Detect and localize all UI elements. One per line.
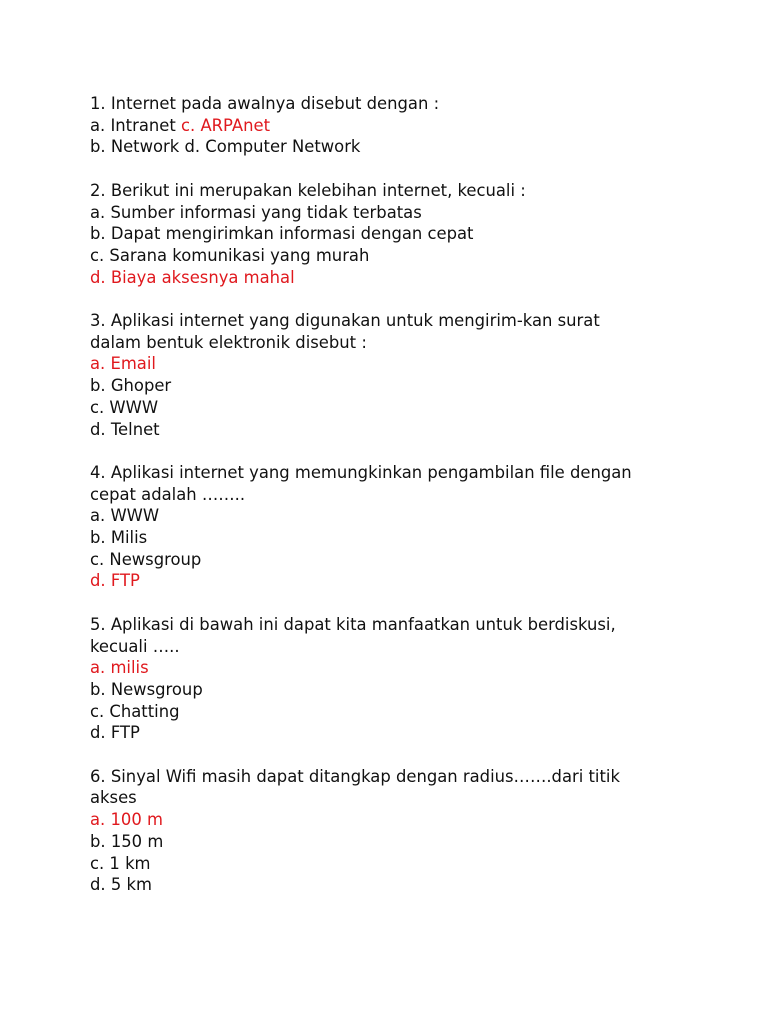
- text-segment: a. Intranet: [90, 115, 182, 135]
- text-segment: d. 5 km: [90, 875, 152, 895]
- correct-answer: d. FTP: [90, 571, 140, 591]
- text-segment: 3. Aplikasi internet yang digunakan untuk mengirim-kan surat: [90, 311, 600, 330]
- answer-line: [90, 245, 632, 267]
- answer-line: [90, 115, 632, 137]
- answer-line: [90, 549, 632, 571]
- answer-line: [90, 419, 632, 441]
- text-segment: 5. Aplikasi di bawah ini dapat kita manfaatkan untuk berdiskusi,: [90, 614, 616, 634]
- answer-line: [90, 332, 632, 354]
- answer-line: [90, 570, 632, 592]
- question-text: [90, 93, 632, 115]
- text-segment: d. FTP: [90, 723, 140, 743]
- question-text: [90, 310, 632, 332]
- answer-line: [90, 527, 632, 549]
- question-4: [90, 462, 632, 592]
- text-segment: b. Newsgroup: [90, 679, 203, 699]
- answer-line: [90, 701, 632, 723]
- answer-line: [90, 636, 632, 658]
- correct-answer: a. Email: [90, 354, 156, 374]
- answer-line: [90, 831, 632, 853]
- text-segment: c. Sarana komunikasi yang murah: [90, 245, 370, 265]
- text-segment: a. Sumber informasi yang tidak terbatas: [90, 202, 422, 222]
- answer-line: [90, 679, 632, 701]
- question-text: [90, 462, 632, 484]
- text-segment: dalam bentuk elektronik disebut :: [90, 332, 367, 352]
- question-text: [90, 766, 632, 788]
- text-segment: b. Dapat mengirimkan informasi dengan cepat: [90, 224, 474, 244]
- answer-line: [90, 375, 632, 397]
- text-segment: 2. Berikut ini merupakan kelebihan internet, kecuali :: [90, 180, 526, 200]
- text-segment: c. Chatting: [90, 701, 180, 721]
- question-text: [90, 614, 632, 636]
- answer-line: [90, 202, 632, 224]
- text-segment: akses: [90, 788, 137, 808]
- text-segment: 1. Internet pada awalnya disebut dengan :: [90, 94, 440, 113]
- question-text: [90, 180, 632, 202]
- text-segment: b. Network d. Computer Network: [90, 137, 361, 157]
- text-segment: 6. Sinyal Wifi masih dapat ditangkap dengan radius…….dari titik: [90, 766, 620, 786]
- correct-answer: a. 100 m: [90, 810, 163, 830]
- answer-line: [90, 809, 632, 831]
- answer-line: [90, 505, 632, 527]
- text-segment: cepat adalah ……..: [90, 484, 246, 504]
- answer-line: [90, 484, 632, 506]
- answer-line: [90, 353, 632, 375]
- text-segment: c. 1 km: [90, 853, 151, 873]
- text-segment: kecuali …..: [90, 636, 180, 656]
- question-5: [90, 614, 632, 744]
- text-segment: c. Newsgroup: [90, 549, 202, 569]
- answer-line: [90, 722, 632, 744]
- text-segment: b. Milis: [90, 528, 148, 548]
- answer-line: [90, 657, 632, 679]
- text-segment: c. WWW: [90, 397, 159, 417]
- text-segment: d. Telnet: [90, 419, 160, 439]
- question-6: [90, 766, 632, 896]
- quiz-content: [90, 93, 632, 918]
- answer-line: [90, 267, 632, 289]
- question-3: [90, 310, 632, 440]
- answer-line: [90, 787, 632, 809]
- answer-line: [90, 136, 632, 158]
- question-2: [90, 180, 632, 289]
- answer-line: [90, 397, 632, 419]
- text-segment: 4. Aplikasi internet yang memungkinkan pengambilan file dengan: [90, 462, 632, 482]
- correct-answer: c. ARPAnet: [181, 115, 270, 135]
- answer-line: [90, 874, 632, 896]
- answer-line: [90, 853, 632, 875]
- text-segment: a. WWW: [90, 506, 160, 526]
- answer-line: [90, 223, 632, 245]
- text-segment: b. 150 m: [90, 831, 164, 851]
- correct-answer: a. milis: [90, 658, 149, 678]
- text-segment: b. Ghoper: [90, 376, 172, 396]
- correct-answer: d. Biaya aksesnya mahal: [90, 267, 295, 287]
- question-1: [90, 93, 632, 158]
